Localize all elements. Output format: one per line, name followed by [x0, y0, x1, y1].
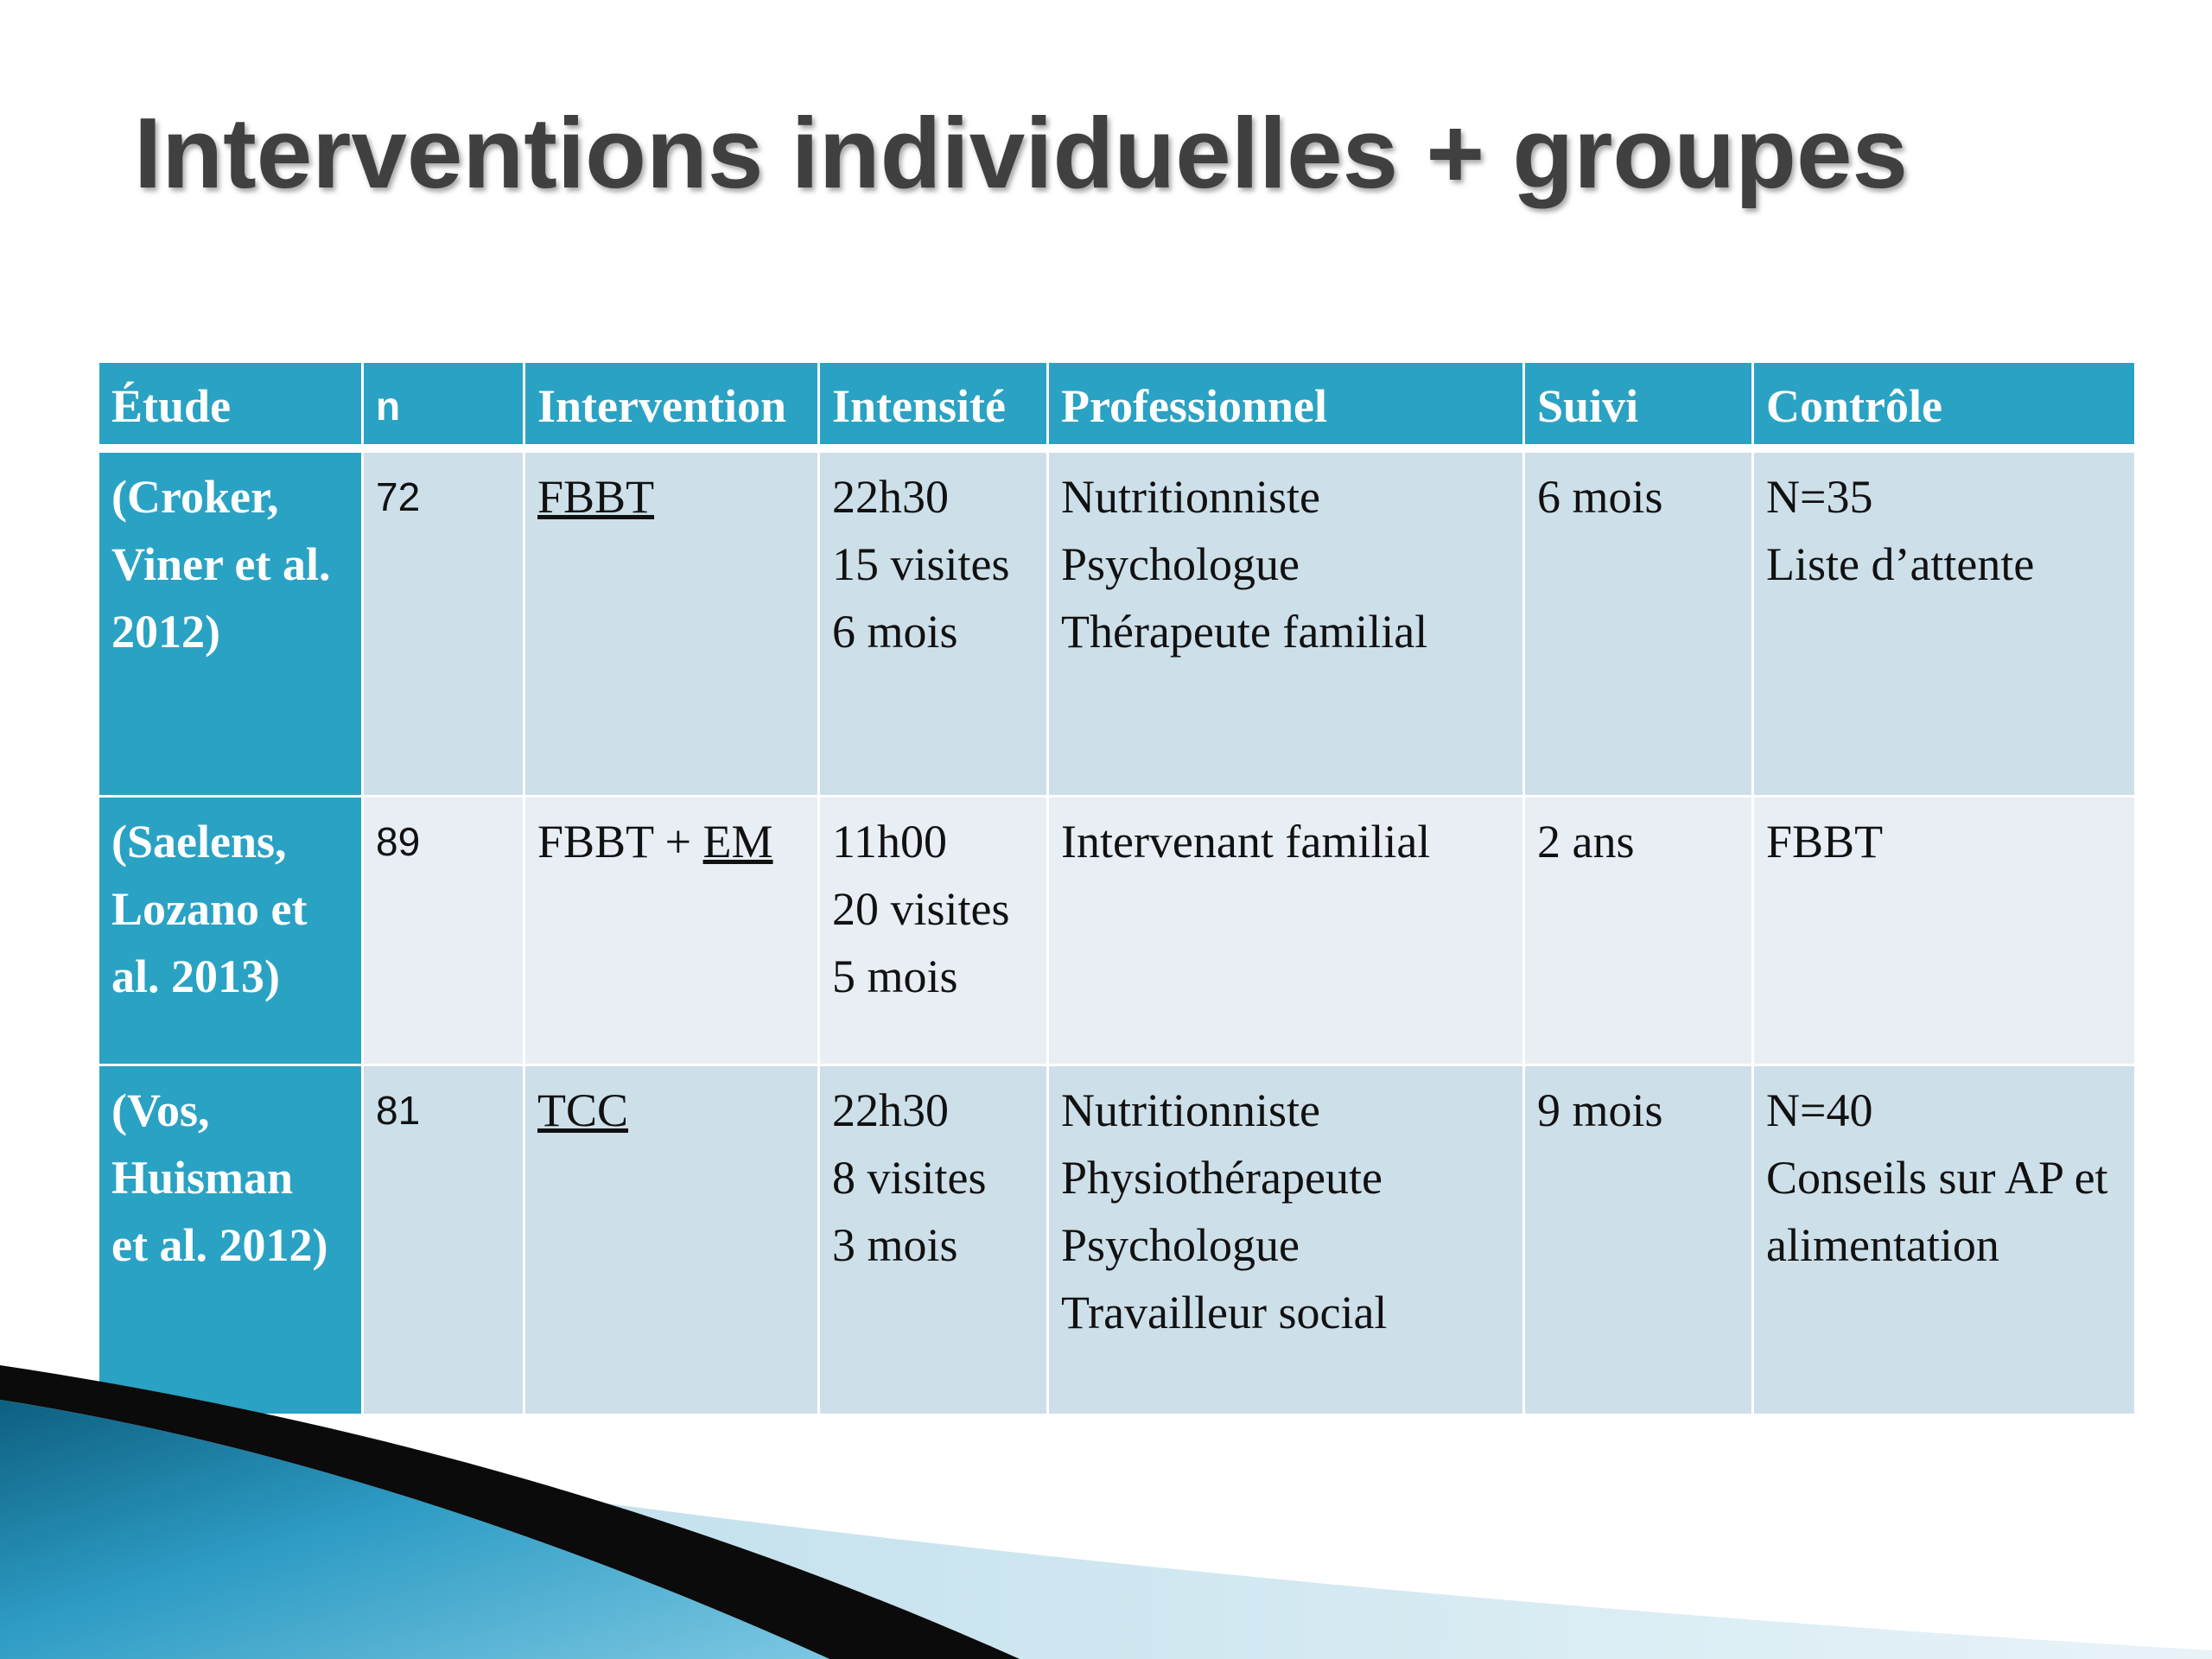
intensity-line: 5 mois — [832, 950, 958, 1002]
header-etude: Étude — [99, 362, 363, 448]
intensity-line: 22h30 — [832, 470, 949, 523]
slide-title: Interventions individuelles + groupes — [134, 97, 1908, 209]
intensity-cell — [819, 1065, 1048, 1415]
intervention-cell — [524, 1065, 819, 1415]
intensity-line: 22h30 — [832, 1084, 949, 1137]
n-cell: 89 — [363, 796, 524, 1065]
intervention-join: + — [653, 815, 703, 868]
professional-line: Nutritionniste — [1061, 470, 1320, 523]
professional-cell — [1048, 1065, 1524, 1415]
intervention-abbr[interactable]: TCC — [537, 1084, 629, 1137]
professional-line: Nutritionniste — [1061, 1084, 1320, 1137]
intervention-cell — [524, 796, 819, 1065]
study-line: Lozano et — [111, 882, 308, 935]
followup-cell: 6 mois — [1524, 448, 1753, 797]
study-line: al. 2013) — [111, 950, 280, 1002]
header-suivi: Suivi — [1524, 362, 1753, 448]
control-line: N=40 — [1766, 1084, 1873, 1137]
professional-cell — [1048, 796, 1524, 1065]
study-line: et al. 2012) — [111, 1219, 328, 1272]
intensity-line: 11h00 — [832, 815, 947, 868]
professional-cell — [1048, 448, 1524, 797]
study-line: (Vos, — [111, 1084, 210, 1137]
control-line: Conseils sur AP et — [1766, 1152, 2108, 1205]
intervention-cell — [524, 448, 819, 797]
control-line: N=35 — [1766, 470, 1873, 523]
header-intensite: Intensité — [819, 362, 1048, 448]
header-professionnel: Professionnel — [1048, 362, 1524, 448]
control-line: alimentation — [1766, 1219, 1999, 1272]
study-cell — [99, 796, 363, 1065]
study-cell — [99, 448, 363, 797]
professional-line: Psychologue — [1061, 537, 1300, 590]
intervention-abbr: FBBT — [537, 815, 654, 868]
table-row — [99, 1065, 2136, 1415]
professional-line: Psychologue — [1061, 1219, 1300, 1272]
intensity-line: 20 visites — [832, 882, 1010, 935]
professional-line: Intervenant familial — [1061, 815, 1431, 868]
intensity-cell — [819, 796, 1048, 1065]
professional-line: Thérapeute familial — [1061, 605, 1428, 658]
table-row — [99, 448, 2136, 797]
control-line: FBBT — [1766, 815, 1884, 868]
table-header-row — [99, 362, 2136, 448]
intensity-line: 3 mois — [832, 1219, 958, 1272]
n-cell: 72 — [363, 448, 524, 797]
intervention-abbr[interactable]: FBBT — [537, 470, 655, 523]
header-n: n — [363, 362, 524, 448]
study-line: Huisman — [111, 1152, 294, 1205]
study-line: (Saelens, — [111, 815, 287, 868]
studies-table — [97, 360, 2137, 1416]
control-cell — [1753, 448, 2136, 797]
study-line: 2012) — [111, 605, 220, 658]
study-cell — [99, 1065, 363, 1415]
intensity-line: 8 visites — [832, 1152, 987, 1205]
professional-line: Travailleur social — [1061, 1287, 1388, 1339]
intensity-cell — [819, 448, 1048, 797]
study-line: (Croker, — [111, 470, 279, 523]
studies-table-container — [97, 360, 2134, 1416]
table-row — [99, 796, 2136, 1065]
intensity-line: 15 visites — [832, 537, 1010, 590]
study-line: Viner et al. — [111, 537, 331, 590]
slide-decoration-swoosh — [0, 1365, 2212, 1659]
intervention-extra[interactable]: EM — [702, 815, 773, 868]
n-cell: 81 — [363, 1065, 524, 1415]
control-cell — [1753, 1065, 2136, 1415]
header-intervention: Intervention — [524, 362, 819, 448]
intensity-line: 6 mois — [832, 605, 958, 658]
control-line: Liste d’attente — [1766, 537, 2035, 590]
control-cell — [1753, 796, 2136, 1065]
followup-cell: 2 ans — [1524, 796, 1753, 1065]
professional-line: Physiothérapeute — [1061, 1152, 1382, 1205]
header-controle: Contrôle — [1753, 362, 2136, 448]
followup-cell: 9 mois — [1524, 1065, 1753, 1415]
